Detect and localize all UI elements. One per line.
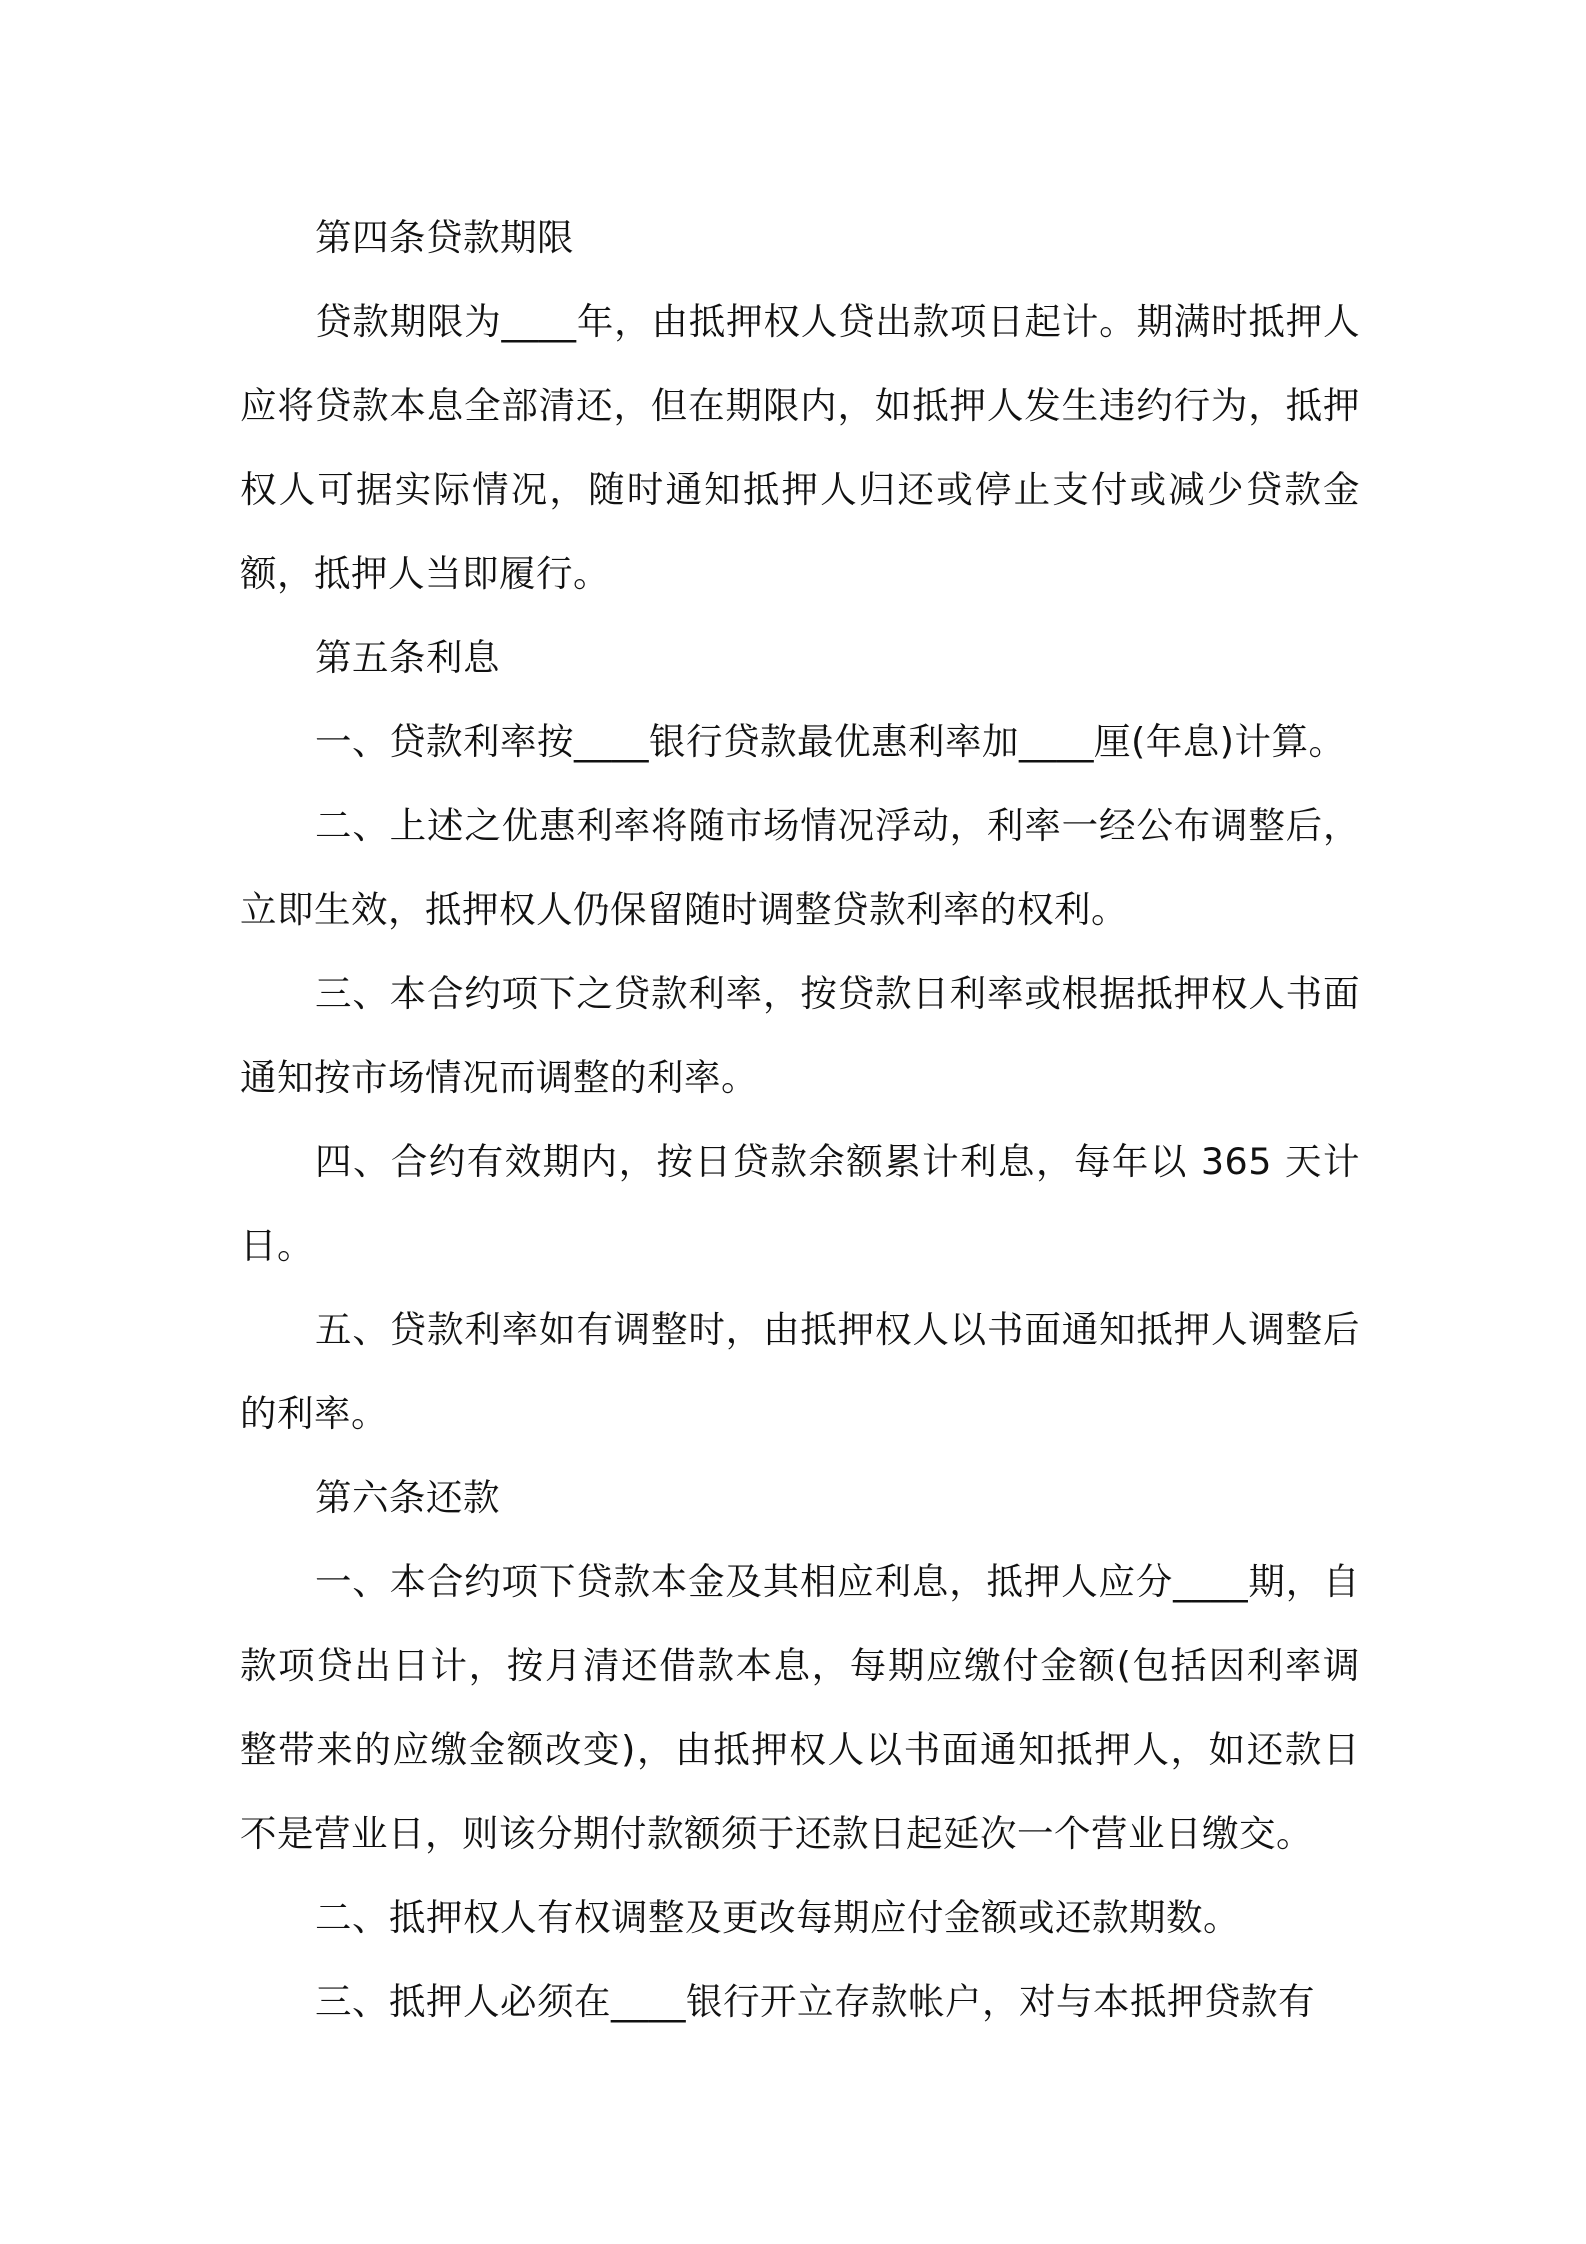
article-4-heading: 第四条贷款期限 bbox=[315, 216, 574, 259]
document-body bbox=[240, 196, 1360, 2044]
article-5-clause-3: 三、本合约项下之贷款利率，按贷款日利率或根据抵押权人书面通知按市场情况而调整的利率。 bbox=[240, 972, 1360, 1099]
article-4-paragraph: 贷款期限为____年，由抵押权人贷出款项日起计。期满时抵押人应将贷款本息全部清还，但在期限内，如抵押人发生违约行为，抵押权人可据实际情况，随时通知抵押人归还或停止支付或减少贷款金额，抵押人当即履行。 bbox=[240, 300, 1360, 595]
article-5-clause-1: 一、贷款利率按____银行贷款最优惠利率加____厘(年息)计算。 bbox=[315, 720, 1346, 763]
article-6-heading: 第六条还款 bbox=[315, 1476, 500, 1519]
article-6-clause-3: 三、抵押人必须在____银行开立存款帐户，对与本抵押贷款有 bbox=[315, 1980, 1315, 2023]
article-5-clause-4: 四、合约有效期内，按日贷款余额累计利息，每年以 365 天计日。 bbox=[240, 1140, 1360, 1267]
article-5-heading: 第五条利息 bbox=[315, 636, 500, 679]
article-6-clause-2: 二、抵押权人有权调整及更改每期应付金额或还款期数。 bbox=[315, 1896, 1240, 1939]
article-6-clause-1: 一、本合约项下贷款本金及其相应利息，抵押人应分____期，自款项贷出日计，按月清还借款本息，每期应缴付金额(包括因利率调整带来的应缴金额改变)，由抵押权人以书面通知抵押人，如还款日不是营业日，则该分期付款额须于还款日起延次一个营业日缴交。 bbox=[240, 1560, 1360, 1855]
article-5-clause-2: 二、上述之优惠利率将随市场情况浮动，利率一经公布调整后，立即生效，抵押权人仍保留随时调整贷款利率的权利。 bbox=[240, 804, 1360, 931]
article-5-clause-5: 五、贷款利率如有调整时，由抵押权人以书面通知抵押人调整后的利率。 bbox=[240, 1308, 1360, 1435]
